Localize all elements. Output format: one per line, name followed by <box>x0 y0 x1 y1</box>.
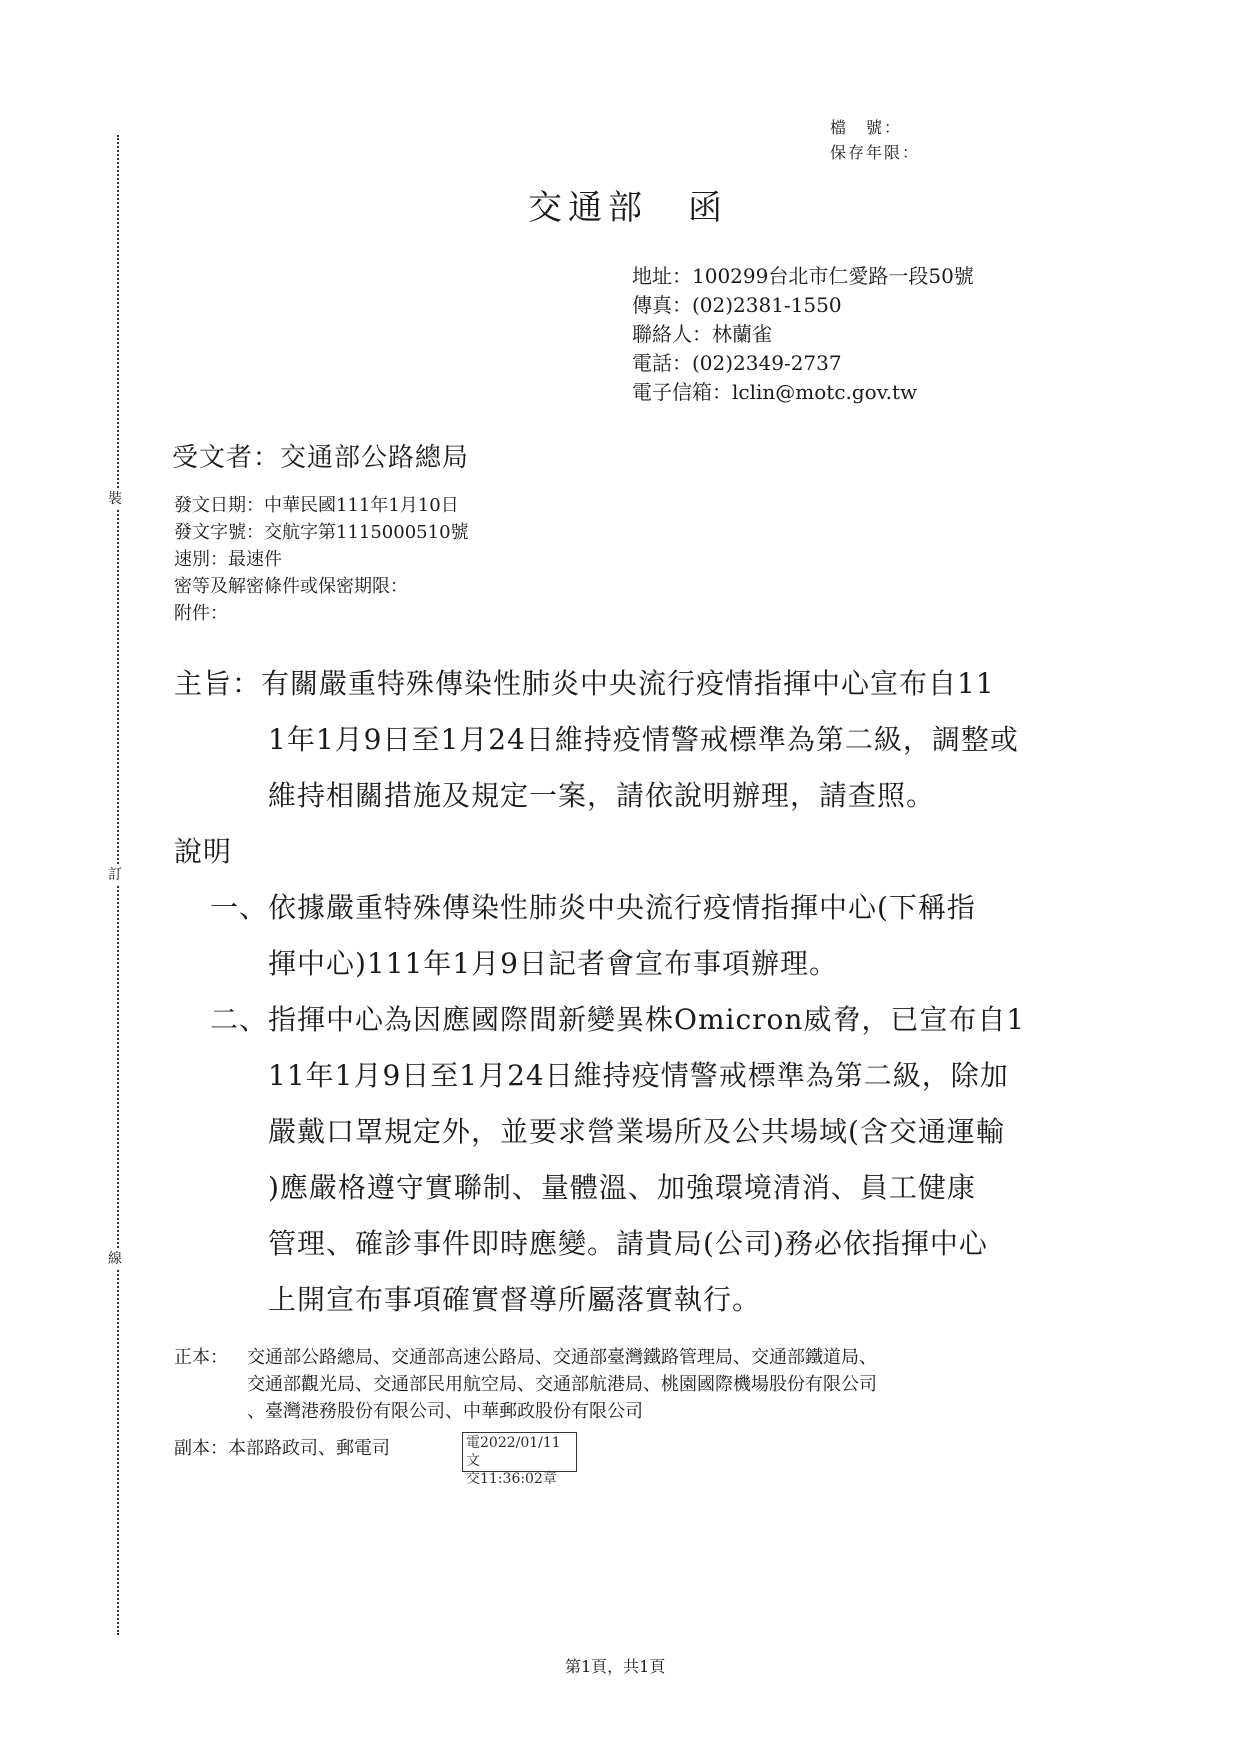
stamp-line-2: 交11:36:02章 <box>466 1471 557 1487</box>
exchange-stamp <box>462 1432 577 1487</box>
stamp-line-1: 電2022/01/11文 <box>466 1435 561 1469</box>
explanation-item-2-line-4: )應嚴格遵守實聯制、量體溫、加強環境清消、員工健康 <box>268 1171 976 1204</box>
explanation-heading: 說明 <box>174 835 233 868</box>
recipient: 受文者：交通部公路總局 <box>172 443 470 473</box>
explanation-item-2-line-5: 管理、確診事件即時應變。請貴局(公司)務必依指揮中心 <box>268 1227 988 1260</box>
explanation-item-2-line-3: 嚴戴口罩規定外，並要求營業場所及公共場域(含交通運輸 <box>268 1115 1005 1148</box>
subject-line-1: 主旨：有關嚴重特殊傳染性肺炎中央流行疫情指揮中心宣布自11 <box>174 667 995 700</box>
doc-number-label: 檔 號： <box>830 118 903 137</box>
main-recipients-line-2: 交通部觀光局、交通部民用航空局、交通部航港局、桃園國際機場股份有限公司 <box>247 1374 877 1395</box>
explanation-item-1-line-1: 一、依據嚴重特殊傳染性肺炎中央流行疫情指揮中心(下稱指 <box>210 891 976 924</box>
subject-line-2: 1年1月9日至1月24日維持疫情警戒標準為第二級，調整或 <box>268 723 1019 756</box>
main-recipients-line-1: 交通部公路總局、交通部高速公路局、交通部臺灣鐵路管理局、交通部鐵道局、 <box>247 1347 877 1368</box>
contact-fax: 傳真：(02)2381-1550 <box>632 293 842 317</box>
retention-label: 保存年限： <box>830 143 921 162</box>
binding-mark-zhuang: 裝 <box>108 488 122 510</box>
main-recipients-label: 正本： <box>174 1347 228 1368</box>
issue-date: 發文日期：中華民國111年1月10日 <box>174 495 459 516</box>
contact-email: 電子信箱：lclin@motc.gov.tw <box>632 380 918 404</box>
binding-mark-xian: 線 <box>108 1248 122 1270</box>
issuance-info <box>174 492 469 627</box>
explanation-item-1-line-2: 揮中心)111年1月9日記者會宣布事項辦理。 <box>268 947 838 980</box>
contact-phone: 電話：(02)2349-2737 <box>632 351 842 375</box>
contact-person: 聯絡人：林蘭雀 <box>632 322 772 346</box>
attachment: 附件： <box>174 603 228 624</box>
explanation-item-2-line-6: 上開宣布事項確實督導所屬落實執行。 <box>268 1283 762 1316</box>
binding-mark-ding: 訂 <box>108 864 122 886</box>
secrecy-level: 密等及解密條件或保密期限： <box>174 576 408 597</box>
document-title: 交通部 函 <box>528 188 728 228</box>
contact-address: 地址：100299台北市仁愛路一段50號 <box>632 264 974 288</box>
explanation-item-2-line-1: 二、指揮中心為因應國際間新變異株Omicron威脅，已宣布自1 <box>210 1003 1026 1036</box>
issue-number: 發文字號：交航字第1115000510號 <box>174 522 469 543</box>
page-number: 第1頁，共1頁 <box>565 1657 666 1676</box>
contact-block <box>632 262 974 407</box>
main-recipients-line-3: 、臺灣港務股份有限公司、中華郵政股份有限公司 <box>247 1401 643 1422</box>
speed-class: 速別：最速件 <box>174 549 282 570</box>
subject-line-3: 維持相關措施及規定一案，請依說明辦理，請查照。 <box>268 779 936 812</box>
copy-recipients: 副本：本部路政司、郵電司 <box>174 1438 390 1459</box>
explanation-item-2-line-2: 11年1月9日至1月24日維持疫情警戒標準為第二級，除加 <box>268 1059 1009 1092</box>
